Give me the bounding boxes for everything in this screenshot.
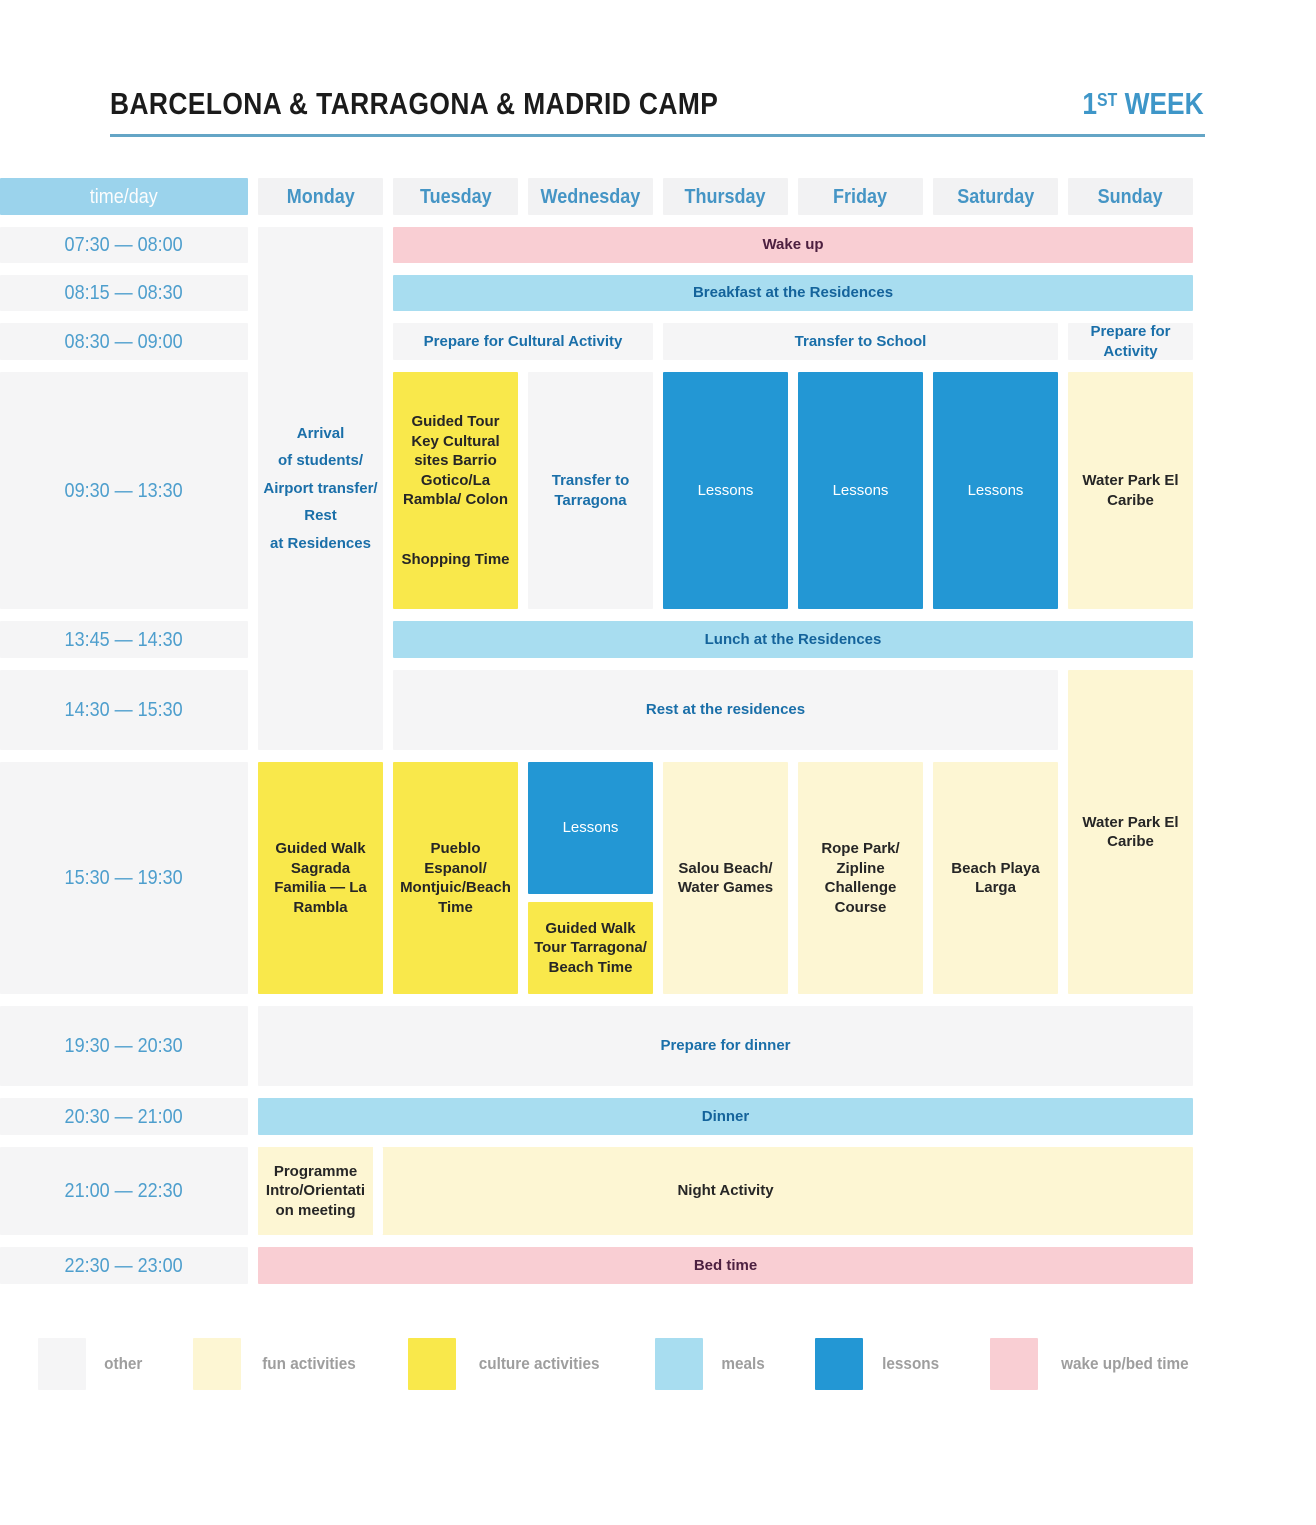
schedule-cell-lunch-at-the-residences bbox=[393, 621, 1193, 658]
legend-label: fun activities bbox=[261, 1354, 356, 1373]
time-cell-15-30-19-30 bbox=[0, 762, 248, 994]
cell-text-line: Shopping Time bbox=[401, 550, 510, 568]
cell-text-line: Lessons bbox=[967, 481, 1024, 499]
cell-text-line: Rest at the residences bbox=[645, 701, 806, 719]
cell-text-line: Prepare for Activity bbox=[1090, 323, 1171, 360]
cell-text-line: Prepare for dinner bbox=[660, 1037, 791, 1055]
cell-text-line: Lessons bbox=[562, 819, 619, 837]
time-cell-14-30-15-30 bbox=[0, 670, 248, 750]
cell-text-line: Dinner bbox=[701, 1107, 750, 1125]
page-header bbox=[110, 86, 1204, 122]
schedule-cell-lessons bbox=[528, 762, 653, 894]
day-header-tuesday bbox=[393, 178, 518, 215]
cell-text-line: of students/ bbox=[278, 452, 363, 470]
time-label: 20:30 — 21:00 bbox=[64, 1105, 184, 1128]
legend-label-wrap bbox=[257, 1354, 361, 1374]
schedule-grid bbox=[0, 178, 1193, 1284]
legend-label-wrap bbox=[719, 1354, 767, 1374]
schedule-cell-split-lessons-guided-walk-tour-tarragona-beach-t bbox=[528, 762, 653, 994]
time-label: 09:30 — 13:30 bbox=[64, 479, 184, 502]
cell-text-line: Lessons bbox=[697, 481, 754, 499]
day-header-label: Thursday bbox=[684, 185, 767, 208]
day-header-sunday bbox=[1068, 178, 1193, 215]
wake-color-swatch bbox=[990, 1338, 1038, 1390]
day-header-saturday bbox=[933, 178, 1058, 215]
schedule-cell-wake-up bbox=[393, 227, 1193, 263]
day-header-label: Saturday bbox=[956, 185, 1035, 208]
schedule-cell-lessons bbox=[798, 372, 923, 609]
legend-label-wrap bbox=[472, 1354, 606, 1374]
meal-color-swatch bbox=[655, 1338, 703, 1390]
time-cell-20-30-21-00 bbox=[0, 1098, 248, 1135]
time-label: 14:30 — 15:30 bbox=[64, 699, 184, 721]
legend-item-lessons bbox=[815, 1338, 942, 1390]
cell-text-line: Guided Walk Sagrada Familia — La Rambla bbox=[274, 840, 367, 916]
schedule-cell-prepare-for-cultural-activity bbox=[393, 323, 653, 360]
time-label: 21:00 — 22:30 bbox=[64, 1180, 184, 1202]
cell-text-line: Programme Intro/Orientation meeting bbox=[265, 1162, 366, 1219]
day-header-label: Friday bbox=[833, 185, 888, 208]
lesson-color-swatch bbox=[815, 1338, 863, 1390]
legend bbox=[38, 1338, 1316, 1390]
schedule-cell-lessons bbox=[933, 372, 1058, 609]
fun-color-swatch bbox=[193, 1338, 241, 1390]
schedule-cell-pueblo-espanol-montjuic-beach-time bbox=[393, 762, 518, 994]
schedule-cell-lessons bbox=[663, 372, 788, 609]
legend-label: wake up/bed time bbox=[1061, 1354, 1189, 1373]
time-day-header-label: time/day bbox=[89, 185, 159, 208]
legend-item-wake-up-bed-time bbox=[990, 1338, 1196, 1390]
day-header-label: Sunday bbox=[1097, 185, 1164, 208]
cell-text-line: Prepare for Cultural Activity bbox=[423, 332, 623, 350]
cell-text-line: Guided Walk Tour Tarragona/ Beach Time bbox=[534, 919, 647, 976]
week-word: WEEK bbox=[1124, 86, 1204, 121]
cell-text-line: Arrival bbox=[296, 424, 345, 442]
time-cell-19-30-20-30 bbox=[0, 1006, 248, 1086]
cell-text-line: Night Activity bbox=[677, 1182, 774, 1200]
legend-label-wrap bbox=[1054, 1354, 1196, 1374]
day-header-label: Wednesday bbox=[540, 185, 641, 208]
legend-label-wrap bbox=[879, 1354, 942, 1374]
cell-text-line: Lessons bbox=[832, 481, 889, 499]
time-label: 07:30 — 08:00 bbox=[64, 234, 184, 256]
schedule-cell-guided-walk-sagrada-familia-la-rambla bbox=[258, 762, 383, 994]
schedule-cell-water-park-el-caribe bbox=[1068, 670, 1193, 994]
page-title bbox=[110, 86, 826, 122]
schedule-cell-dinner bbox=[258, 1098, 1193, 1135]
legend-label: other bbox=[104, 1354, 143, 1373]
time-label: 22:30 — 23:00 bbox=[64, 1254, 184, 1277]
cell-text-line: Transfer to School bbox=[794, 332, 927, 350]
schedule-cell-night-activity bbox=[258, 1147, 1193, 1235]
cell-text-line: Transfer to Tarragona bbox=[551, 472, 630, 509]
legend-label: meals bbox=[721, 1354, 765, 1373]
page-title-text: BARCELONA & TARRAGONA & MADRID CAMP bbox=[110, 86, 719, 121]
cell-text-line: Salou Beach/ Water Games bbox=[677, 859, 774, 896]
day-header-label: Monday bbox=[286, 185, 355, 208]
title-underline bbox=[110, 134, 1205, 137]
day-header-friday bbox=[798, 178, 923, 215]
cell-text-line: Water Park El Caribe bbox=[1082, 813, 1179, 850]
schedule-cell-water-park-el-caribe bbox=[1068, 372, 1193, 609]
cell-text-line: Breakfast at the Residences bbox=[692, 284, 894, 302]
time-label: 13:45 — 14:30 bbox=[64, 628, 184, 651]
other-color-swatch bbox=[38, 1338, 86, 1390]
schedule-page bbox=[0, 86, 1316, 1525]
time-label: 08:30 — 09:00 bbox=[64, 330, 184, 353]
schedule-cell-transfer-to-tarragona bbox=[528, 372, 653, 609]
cell-text-line: Beach Playa Larga bbox=[951, 859, 1040, 896]
day-header-wednesday bbox=[528, 178, 653, 215]
time-cell-13-45-14-30 bbox=[0, 621, 248, 658]
time-label: 19:30 — 20:30 bbox=[64, 1035, 184, 1057]
cell-text-line: Lunch at the Residences bbox=[704, 630, 882, 648]
day-header-label: Tuesday bbox=[419, 185, 492, 208]
cell-text-line: Bed time bbox=[693, 1256, 758, 1274]
time-cell-21-00-22-30 bbox=[0, 1147, 248, 1235]
legend-item-meals bbox=[655, 1338, 767, 1390]
time-label: 15:30 — 19:30 bbox=[64, 867, 184, 889]
schedule-cell-programme-intro-orientation-meeting bbox=[258, 1147, 383, 1235]
cell-text-line: Wake up bbox=[762, 236, 824, 254]
day-header-monday bbox=[258, 178, 383, 215]
legend-label-wrap bbox=[102, 1354, 145, 1374]
culture-color-swatch bbox=[408, 1338, 456, 1390]
cell-text-line: Rope Park/ Zipline Challenge Course bbox=[821, 840, 900, 916]
legend-label: lessons bbox=[881, 1354, 939, 1373]
cell-text-line: Water Park El Caribe bbox=[1082, 472, 1179, 509]
schedule-cell-transfer-to-school bbox=[663, 323, 1058, 360]
legend-label: culture activities bbox=[479, 1354, 600, 1373]
schedule-cell-prepare-for-activity bbox=[1068, 323, 1193, 360]
schedule-cell-breakfast-at-the-residences bbox=[393, 275, 1193, 311]
cell-text-line: Guided Tour Key Cultural sites Barrio Gotico/La Rambla/ Colon bbox=[402, 413, 508, 508]
schedule-cell-salou-beach-water-games bbox=[663, 762, 788, 994]
week-badge bbox=[1061, 86, 1204, 122]
schedule-cell-guided-walk-tour-tarragona-beach-time bbox=[528, 902, 653, 994]
schedule-cell-prepare-for-dinner bbox=[258, 1006, 1193, 1086]
legend-item-other bbox=[38, 1338, 145, 1390]
schedule-cell-beach-playa-larga bbox=[933, 762, 1058, 994]
time-cell-08-30-09-00 bbox=[0, 323, 248, 360]
time-day-header-cell bbox=[0, 178, 248, 215]
cell-text-line: Pueblo Espanol/ Montjuic/Beach Time bbox=[400, 840, 511, 916]
time-label: 08:15 — 08:30 bbox=[64, 282, 184, 304]
legend-item-fun-activities bbox=[193, 1338, 361, 1390]
schedule-cell-rope-park-zipline-challenge-course bbox=[798, 762, 923, 994]
week-suffix: ST bbox=[1097, 89, 1118, 110]
schedule-cell-rest-at-the-residences bbox=[393, 670, 1058, 750]
schedule-cell-bed-time bbox=[258, 1247, 1193, 1284]
time-cell-22-30-23-00 bbox=[0, 1247, 248, 1284]
schedule-cell-guided-tour-key-cultural-sites-barrio-goti bbox=[393, 372, 518, 609]
day-header-thursday bbox=[663, 178, 788, 215]
schedule-cell-arrival bbox=[258, 227, 383, 750]
time-cell-07-30-08-00 bbox=[0, 227, 248, 263]
time-cell-09-30-13-30 bbox=[0, 372, 248, 609]
time-cell-08-15-08-30 bbox=[0, 275, 248, 311]
week-number: 1 bbox=[1082, 86, 1098, 121]
cell-text-line: at Residences bbox=[270, 534, 371, 552]
cell-text-line: Rest bbox=[304, 507, 337, 525]
cell-text-line: Airport transfer/ bbox=[263, 479, 378, 497]
legend-item-culture-activities bbox=[408, 1338, 606, 1390]
